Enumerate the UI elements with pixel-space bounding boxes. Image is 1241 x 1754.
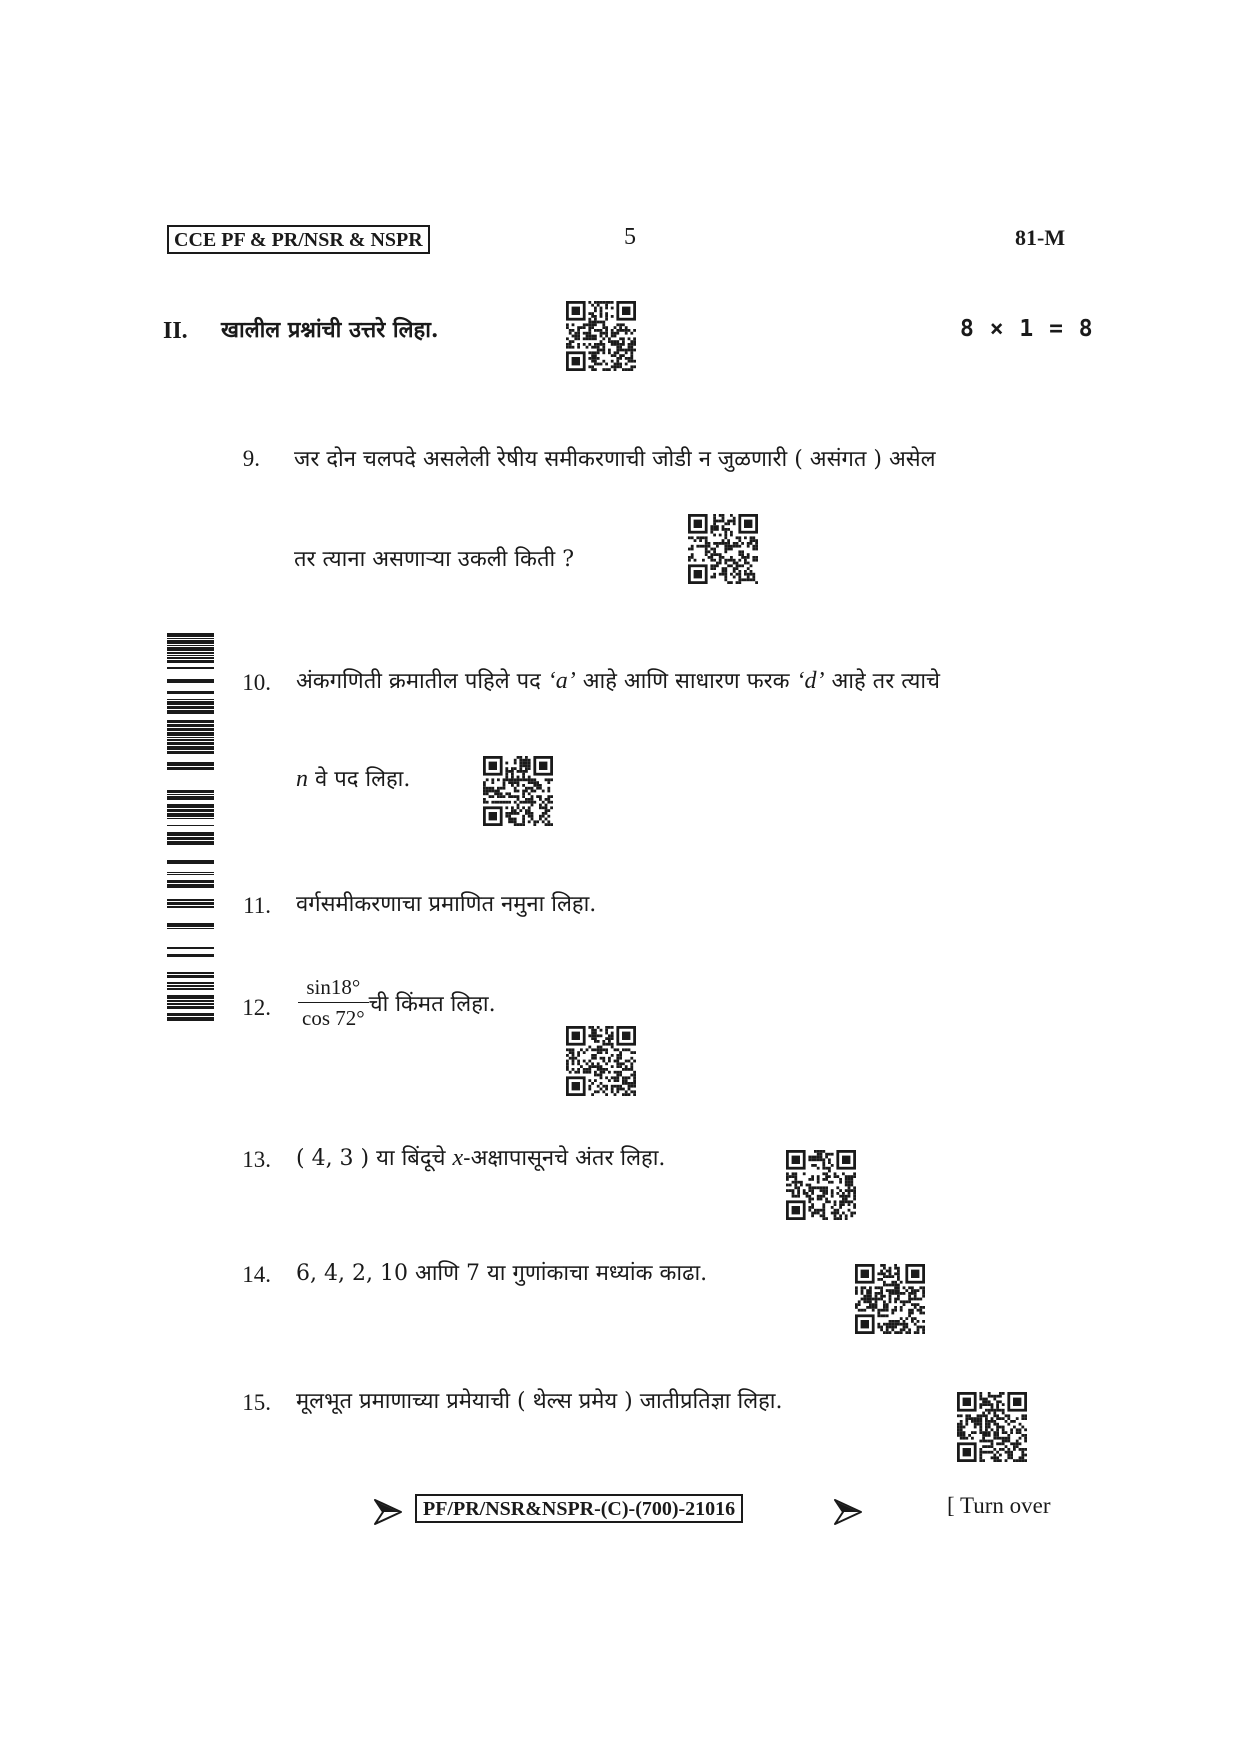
section-number: II. [163,318,188,344]
question-number: 11. [243,893,271,918]
fraction-numerator: sin18° [298,975,369,1003]
question-text [296,665,940,695]
qr-code-icon[interactable] [855,1264,925,1334]
question-text: तर त्याना असणाऱ्या उकली किती ? [294,547,574,572]
section-marks: 8 × 1 = 8 [960,316,1094,342]
qr-code-icon[interactable] [786,1150,856,1220]
footer-code-box: PF/PR/NSR&NSPR-(C)-(700)-21016 [415,1494,743,1523]
page-number: 5 [624,224,636,250]
qr-code-icon[interactable] [688,514,758,584]
text-segment: आहे आणि साधारण फरक [575,669,797,694]
text-segment: आहे तर त्याचे [824,669,941,694]
text-segment: ( 4, 3 ) या बिंदूचे [296,1146,453,1171]
question-text: जर दोन चलपदे असलेली रेषीय समीकरणाची जोडी न जुळणारी ( असंगत ) असेल [294,447,936,472]
text-segment: वे पद लिहा. [308,767,411,792]
arrow-right-icon [833,1497,863,1527]
question-number: 10. [242,670,271,695]
question-number: 12. [242,995,271,1020]
qr-code-icon[interactable] [566,301,636,371]
text-segment: अंकगणिती क्रमातील पहिले पद [296,669,548,694]
text-segment: ची किंमत लिहा. [368,992,496,1017]
question-text [296,763,410,793]
question-number: 13. [242,1147,271,1172]
question-text [296,1142,665,1172]
section-title: खालील प्रश्नांची उत्तरे लिहा. [221,317,439,343]
question-number: 14. [242,1262,271,1287]
question-text: मूलभूत प्रमाणाच्या प्रमेयाची ( थेल्स प्रमेय ) जातीप्रतिज्ञा लिहा. [296,1389,783,1414]
arrow-right-icon [373,1497,403,1527]
turn-over-label: [ Turn over [947,1493,1051,1518]
variable-n: n [296,766,308,792]
variable-a: ‘a’ [547,668,576,694]
fraction [298,975,369,1031]
barcode-icon [167,633,214,1023]
qr-code-icon[interactable] [483,756,553,826]
variable-x: x [452,1145,464,1171]
qr-code-icon[interactable] [566,1026,636,1096]
fraction-denominator: cos 72° [302,1006,365,1030]
exam-code-box: CCE PF & PR/NSR & NSPR [167,225,430,254]
question-number: 9. [242,446,260,471]
text-segment: -अक्षापासूनचे अंतर लिहा. [463,1146,666,1171]
question-text: वर्गसमीकरणाचा प्रमाणित नमुना लिहा. [296,892,597,917]
question-text [298,975,496,1031]
paper-code: 81-M [1015,225,1066,250]
qr-code-icon[interactable] [957,1392,1027,1462]
variable-d: ‘d’ [796,668,825,694]
question-number: 15. [242,1390,271,1415]
question-text: 6, 4, 2, 10 आणि 7 या गुणांकाचा मध्यांक काढा. [296,1261,708,1286]
